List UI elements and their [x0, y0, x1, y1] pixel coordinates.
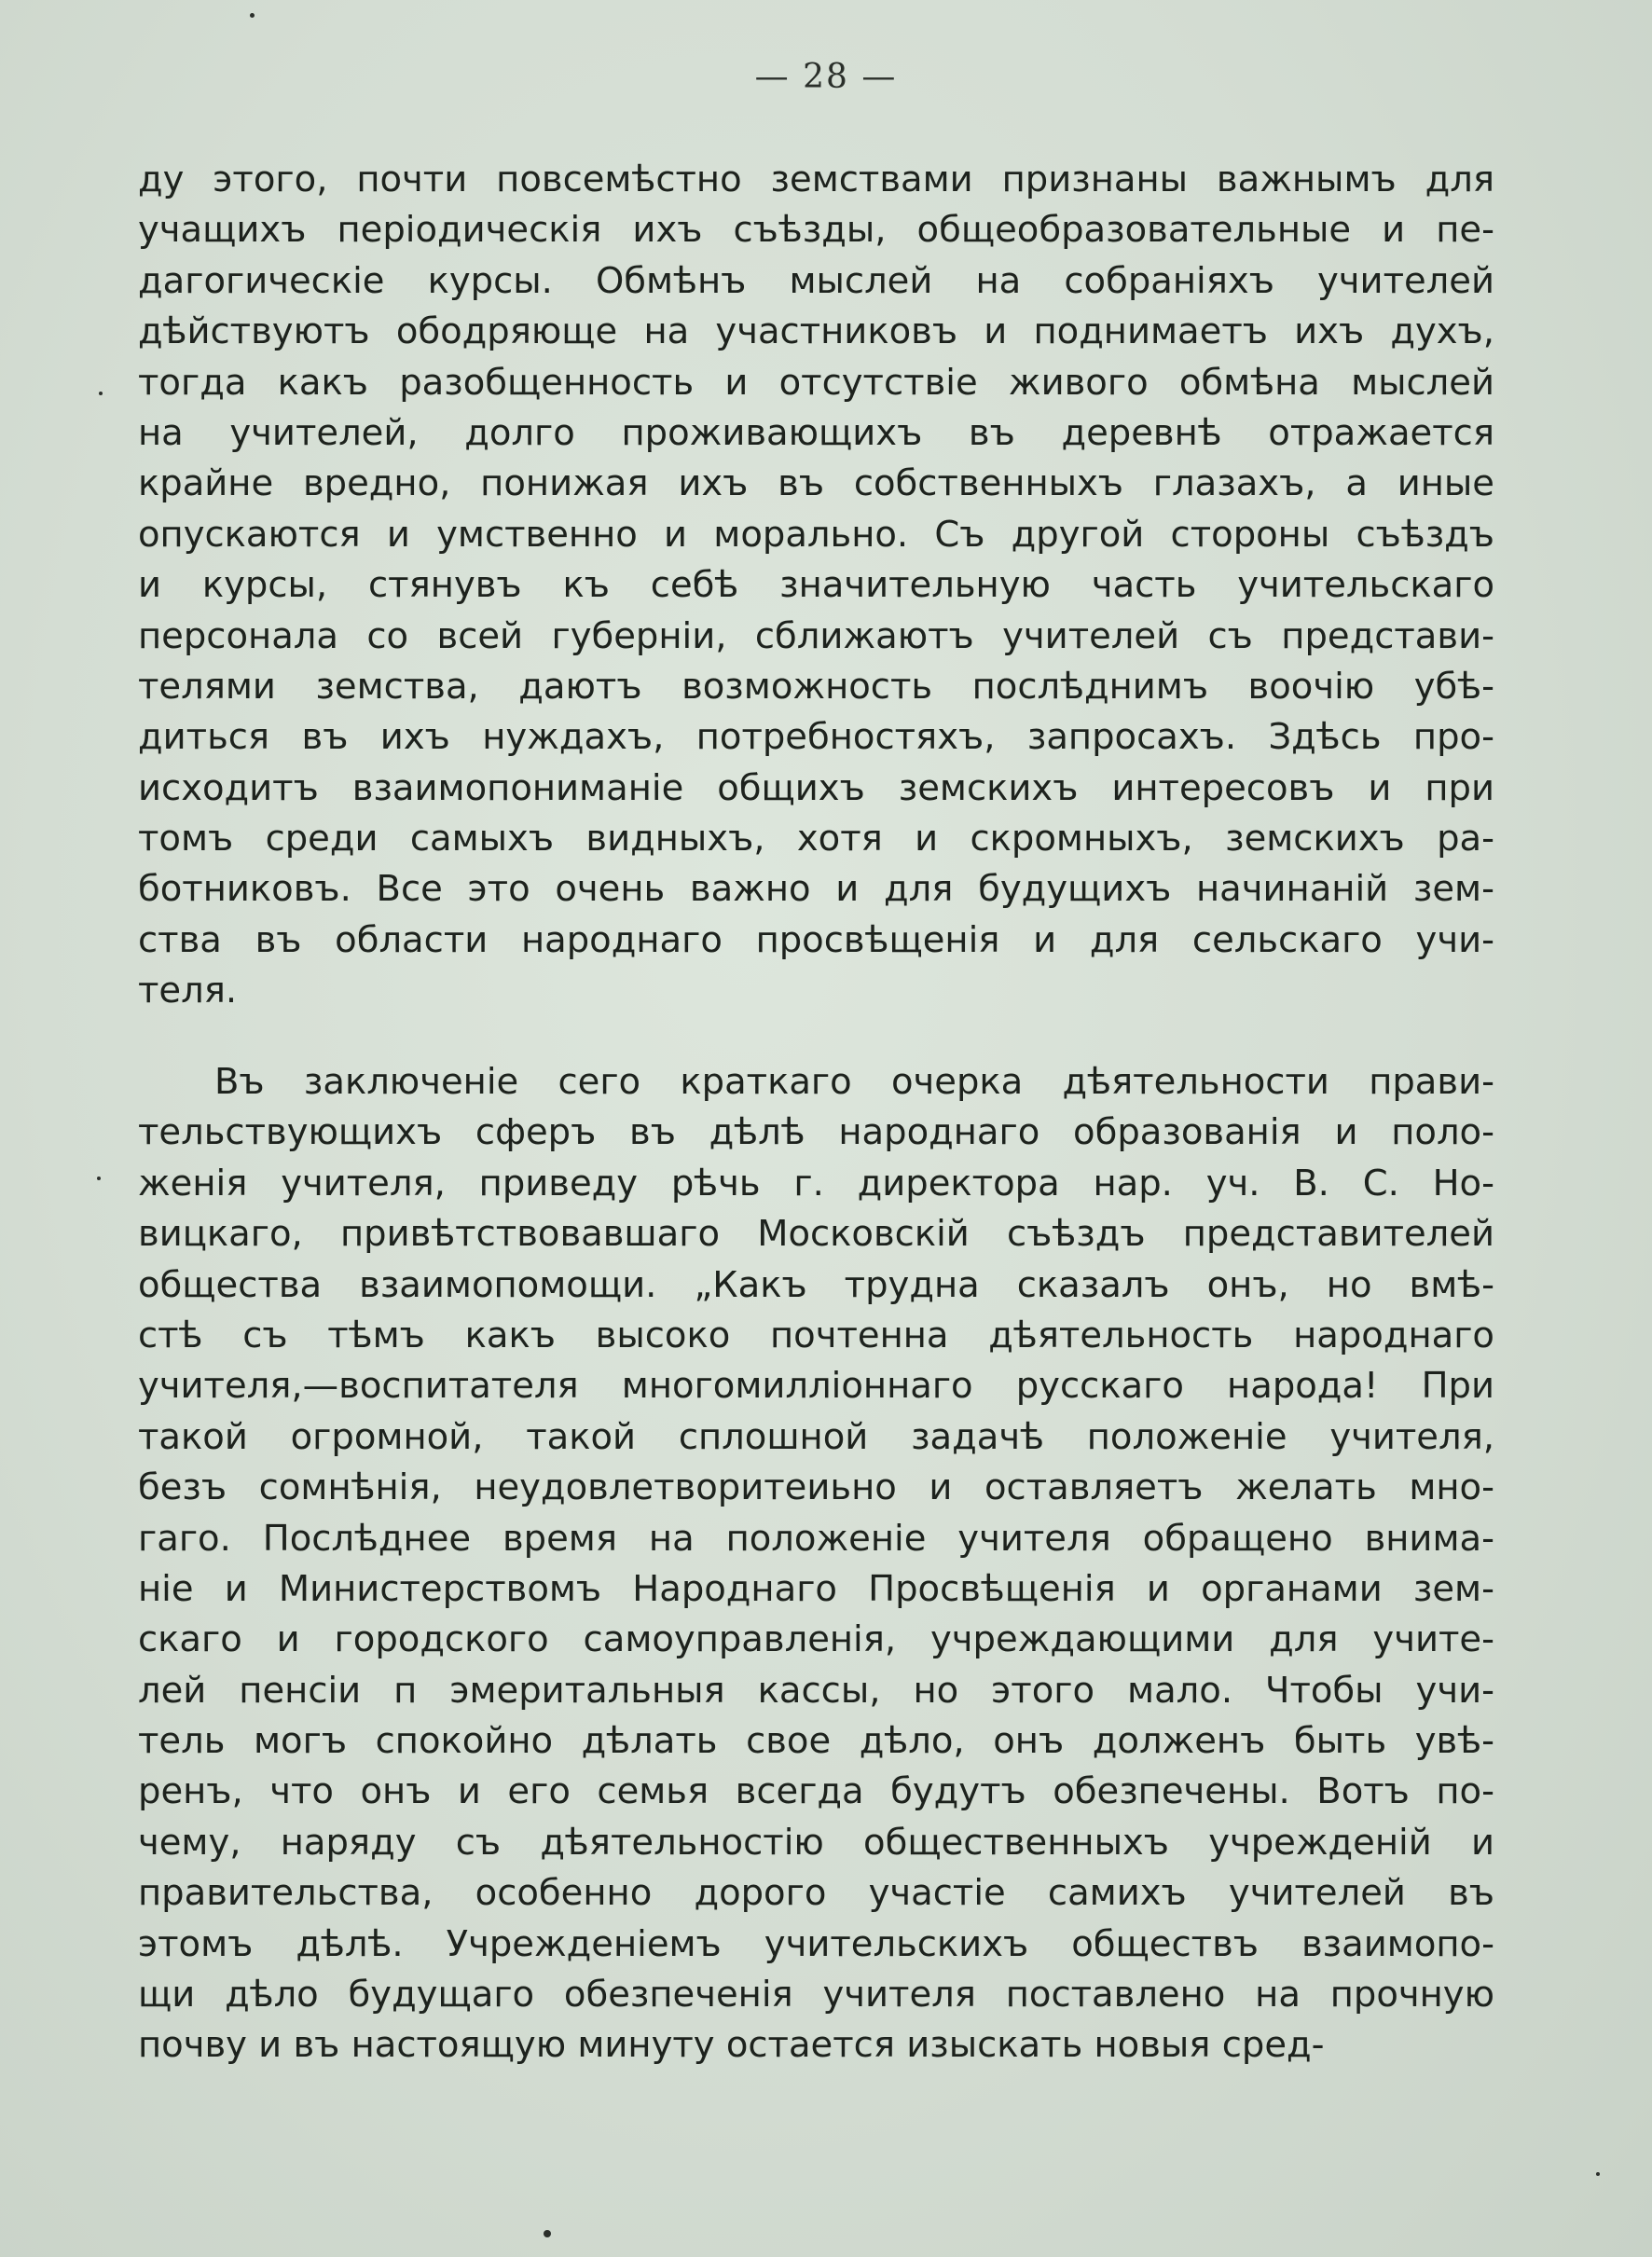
- text-line: дѣйствуютъ ободряюще на участниковъ и поднимаетъ ихъ духъ,: [138, 310, 1494, 353]
- text-line: и курсы, стянувъ къ себѣ значительную часть учительскаго: [138, 564, 1494, 607]
- text-line: диться въ ихъ нуждахъ, потребностяхъ, запросахъ. Здѣсь про-: [138, 716, 1494, 759]
- text-line: опускаются и умственно и морально. Съ другой стороны съѣздъ: [138, 513, 1494, 556]
- text-line: учителя,—воспитателя многомилліоннаго русскаго народа! При: [138, 1365, 1494, 1408]
- text-line: такой огромной, такой сплошной задачѣ положеніе учителя,: [138, 1415, 1494, 1458]
- text-line: тогда какъ разобщенность и отсутствіе живого обмѣна мыслей: [138, 361, 1494, 404]
- text-line: лей пенсіи п эмеритальныя кассы, но этого мало. Чтобы учи-: [138, 1669, 1494, 1712]
- text-line: ніе и Министерствомъ Народнаго Просвѣщенія и органами зем-: [138, 1567, 1494, 1610]
- paragraph-2: [138, 1057, 1494, 2071]
- text-line: телями земства, даютъ возможность послѣднимъ воочію убѣ-: [138, 665, 1494, 708]
- text-line: вицкаго, привѣтствовавшаго Московскій съѣздъ представителей: [138, 1213, 1494, 1256]
- text-line: персонала со всей губерніи, сближаютъ учителей съ представи-: [138, 614, 1494, 657]
- text-line: скаго и городского самоуправленія, учреждающими для учите-: [138, 1618, 1494, 1661]
- text-line: ботниковъ. Все это очень важно и для будущихъ начинаній зем-: [138, 868, 1494, 911]
- text-line: женія учителя, приведу рѣчь г. директора нар. уч. В. С. Но-: [138, 1162, 1494, 1204]
- text-line: безъ сомнѣнія, неудовлетворитеиьно и оставляетъ желать мно-: [138, 1466, 1494, 1509]
- text-line: исходитъ взаимопониманіе общихъ земскихъ интересовъ и при: [138, 766, 1494, 809]
- text-line: тель могъ спокойно дѣлать свое дѣло, онъ долженъ быть увѣ-: [138, 1720, 1494, 1763]
- text-line: Въ заключеніе сего краткаго очерка дѣятельности прави-: [214, 1061, 1494, 1103]
- text-line: дагогическіе курсы. Обмѣнъ мыслей на собраніяхъ учителей: [138, 259, 1494, 302]
- text-line: тельствующихъ сферъ въ дѣлѣ народнаго образованія и поло-: [138, 1111, 1494, 1154]
- text-line: ства въ области народнаго просвѣщенія и для сельскаго учи-: [138, 918, 1494, 961]
- print-speck: [99, 392, 103, 395]
- text-line: крайне вредно, понижая ихъ въ собственныхъ глазахъ, а иные: [138, 462, 1494, 505]
- paragraph-1: [138, 155, 1494, 1017]
- page-number: — 28 —: [754, 58, 898, 96]
- text-line: гаго. Послѣднее время на положеніе учителя обращено внима-: [138, 1517, 1494, 1560]
- text-line: томъ среди самыхъ видныхъ, хотя и скромныхъ, земскихъ ра-: [138, 818, 1494, 860]
- text-line: ду этого, почти повсемѣстно земствами признаны важнымъ для: [138, 158, 1494, 200]
- text-line: общества взаимопомощи. „Какъ трудна сказалъ онъ, но вмѣ-: [138, 1263, 1494, 1306]
- text-line: теля.: [138, 970, 238, 1012]
- text-line: учащихъ періодическія ихъ съѣзды, общеобразовательные и пе-: [138, 209, 1494, 252]
- print-speck: [97, 1177, 101, 1180]
- print-speck: [250, 13, 255, 18]
- text-line: правительства, особенно дорого участіе самихъ учителей въ: [138, 1872, 1494, 1915]
- text-line: стѣ съ тѣмъ какъ высоко почтенна дѣятельность народнаго: [138, 1314, 1494, 1356]
- text-line: щи дѣло будущаго обезпеченія учителя поставлено на прочную: [138, 1974, 1494, 2016]
- text-line: на учителей, долго проживающихъ въ деревнѣ отражается: [138, 411, 1494, 454]
- print-speck: [544, 2230, 551, 2237]
- text-line: почву и въ настоящую минуту остается изыскать новыя сред-: [138, 2024, 1325, 2067]
- print-speck: [1596, 2172, 1600, 2176]
- text-line: чему, наряду съ дѣятельностію общественныхъ учрежденій и: [138, 1821, 1494, 1864]
- text-line: этомъ дѣлѣ. Учрежденіемъ учительскихъ обществъ взаимопо-: [138, 1922, 1494, 1965]
- text-line: ренъ, что онъ и его семья всегда будутъ обезпечены. Вотъ по-: [138, 1770, 1494, 1813]
